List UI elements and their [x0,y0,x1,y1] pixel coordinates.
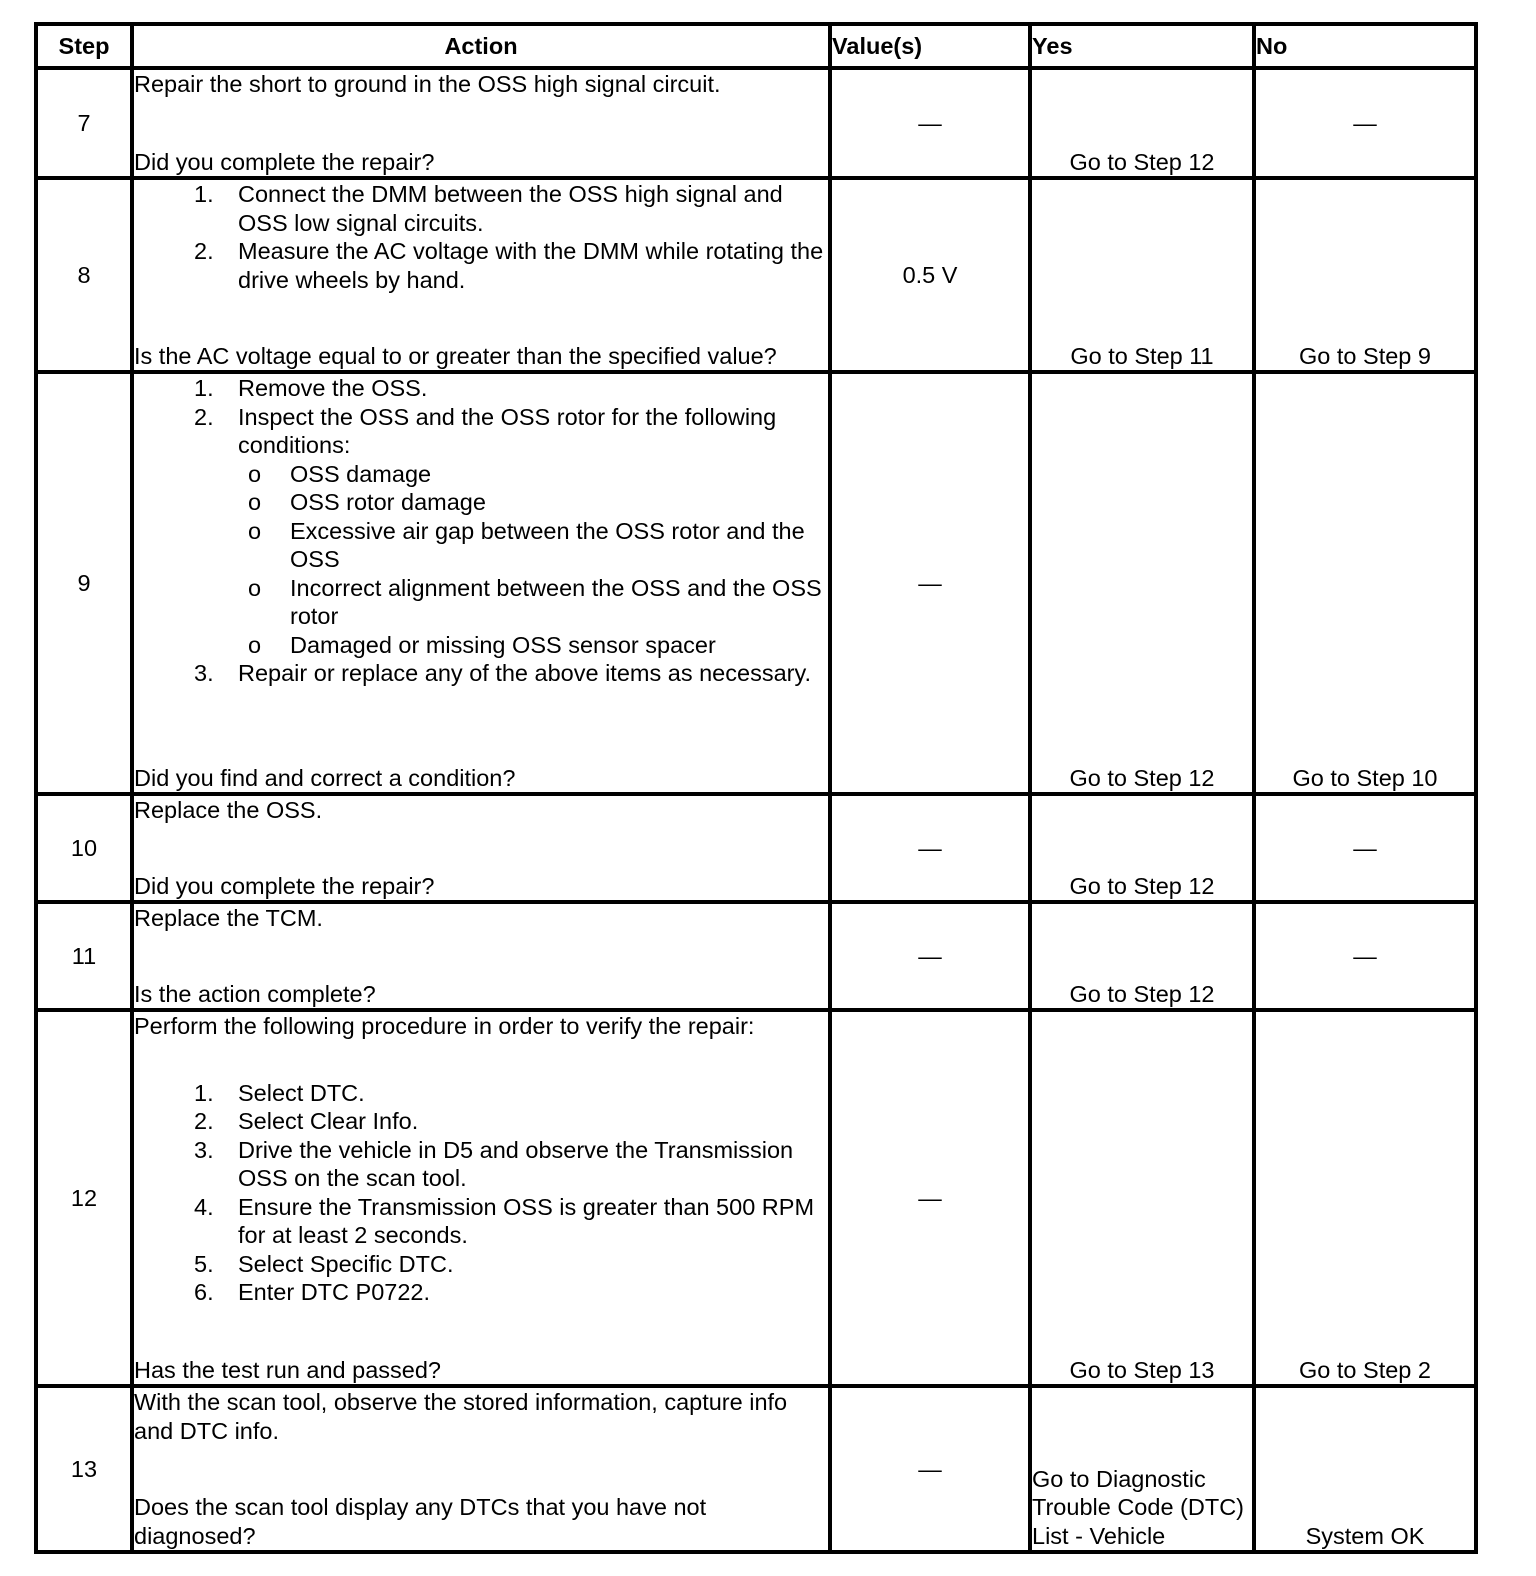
yes-cell: Go to Step 12 [1030,372,1254,794]
table-row-step-11 [36,902,1476,1010]
list-item: 3. Drive the vehicle in D5 and observe the Transmission OSS on the scan tool. [194,1136,794,1191]
list-item: 1. Select DTC. [194,1079,365,1106]
step-number: 9 [36,372,132,794]
no-cell: — [1254,794,1476,902]
list-item: 2. Inspect the OSS and the OSS rotor for the following conditions: [194,403,777,458]
action-cell [132,1386,830,1552]
action-question: Is the AC voltage equal to or greater than the specified value? [134,342,777,369]
header-yes: Yes [1030,24,1254,68]
no-cell: — [1254,902,1476,1010]
action-intro: Replace the TCM. [134,905,323,931]
yes-cell: Go to Step 13 [1030,1010,1254,1386]
list-item: 3. Repair or replace any of the above items as necessary. [194,660,811,686]
yes-cell: Go to Step 12 [1030,902,1254,1010]
no-cell: Go to Step 2 [1254,1010,1476,1386]
spacer [134,1069,828,1079]
step-number: 12 [36,1010,132,1386]
table-row-step-7 [36,68,1476,178]
action-question: Did you complete the repair? [134,872,435,899]
action-intro: Replace the OSS. [134,797,323,823]
action-question: Does the scan tool display any DTCs that you have not diagnosed? [134,1494,707,1549]
no-cell: Go to Step 10 [1254,372,1476,794]
list-item: 1. Connect the DMM between the OSS high signal and OSS low signal circuits. [194,181,783,236]
action-cell [132,902,830,1010]
no-cell: Go to Step 9 [1254,178,1476,372]
header-no: No [1254,24,1476,68]
action-cell [132,1010,830,1386]
step-number: 8 [36,178,132,372]
step-number: 10 [36,794,132,902]
list-item: 1. Remove the OSS. [194,375,428,401]
value-cell: — [830,1386,1030,1552]
list-item: 4. Ensure the Transmission OSS is greater than 500 RPM for at least 2 seconds. [194,1193,815,1248]
action-intro: Perform the following procedure in order to verify the repair: [134,1013,755,1039]
value-cell: — [830,794,1030,902]
table-row-step-8 [36,178,1476,372]
sub-list-item: o OSS damage [248,460,432,487]
action-cell [132,68,830,178]
action-cell [132,794,830,902]
sub-list-item: o Incorrect alignment between the OSS and the OSS rotor [248,574,822,629]
value-cell: — [830,902,1030,1010]
action-cell [132,372,830,794]
diagnostic-table [34,22,1478,1554]
header-action: Action [132,24,830,68]
table-row-step-9 [36,372,1476,794]
header-step: Step [36,24,132,68]
table-row-step-12 [36,1010,1476,1386]
header-values: Value(s) [830,24,1030,68]
step-number: 7 [36,68,132,178]
yes-cell: Go to Diagnostic Trouble Code (DTC) List - Vehicle [1030,1386,1254,1552]
table-row-step-13 [36,1386,1476,1552]
action-question: Is the action complete? [134,980,376,1007]
action-intro: With the scan tool, observe the stored information, capture info and DTC info. [134,1389,788,1444]
value-cell: 0.5 V [830,178,1030,372]
sub-list-item: o OSS rotor damage [248,489,486,515]
value-cell: — [830,68,1030,178]
step-number: 13 [36,1386,132,1552]
sub-list-item: o Excessive air gap between the OSS rotor and the OSS [248,517,805,572]
no-cell: System OK [1254,1386,1476,1552]
sub-list-item: o Damaged or missing OSS sensor spacer [248,631,716,658]
no-cell: — [1254,68,1476,178]
value-cell: — [830,1010,1030,1386]
list-item: 2. Select Clear Info. [194,1108,419,1134]
list-item: 2. Measure the AC voltage with the DMM while rotating the drive wheels by hand. [194,238,824,293]
action-intro: Repair the short to ground in the OSS high signal circuit. [134,71,721,97]
action-question: Did you complete the repair? [134,148,435,175]
yes-cell: Go to Step 11 [1030,178,1254,372]
action-question: Did you find and correct a condition? [134,764,516,791]
list-item: 5. Select Specific DTC. [194,1250,454,1277]
action-question: Has the test run and passed? [134,1356,442,1383]
list-item: 6. Enter DTC P0722. [194,1279,431,1305]
yes-cell: Go to Step 12 [1030,68,1254,178]
action-cell [132,178,830,372]
step-number: 11 [36,902,132,1010]
spacer [134,1041,828,1069]
yes-cell: Go to Step 12 [1030,794,1254,902]
value-cell: — [830,372,1030,794]
header-row [36,24,1476,68]
table-row-step-10 [36,794,1476,902]
